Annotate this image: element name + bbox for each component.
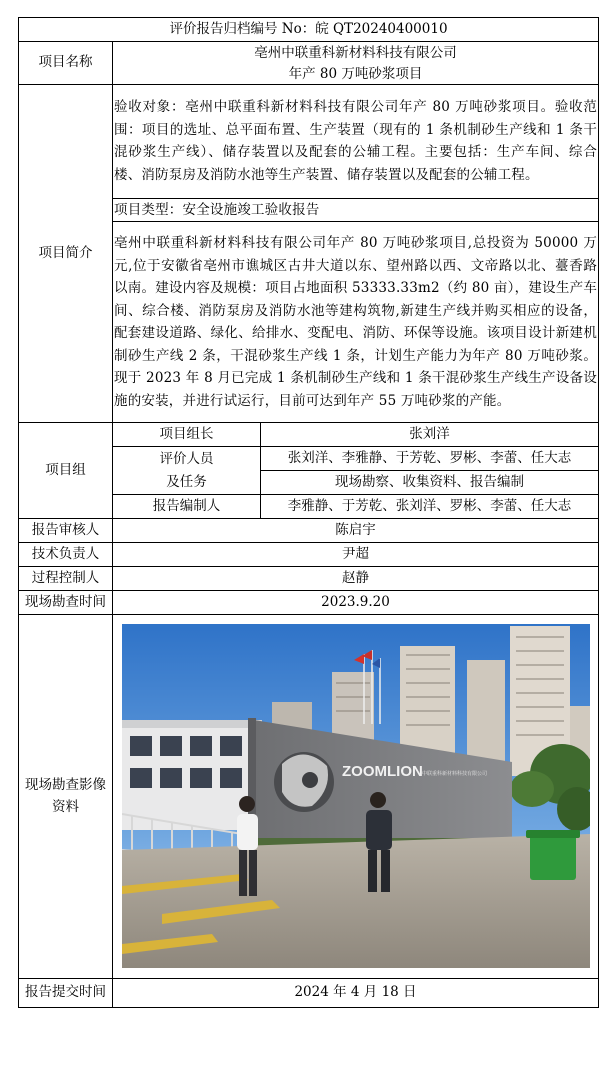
project-intro-label: 项目简介 xyxy=(19,84,113,423)
report-sheet xyxy=(18,17,598,1008)
team-label: 项目组 xyxy=(19,423,113,519)
process-label: 过程控制人 xyxy=(19,567,113,591)
project-type: 项目类型：安全设施竣工验收报告 xyxy=(113,198,599,222)
submit-time-value: 2024 年 4 月 18 日 xyxy=(113,978,599,1007)
compiler-value: 李雅静、于芳乾、张刘洋、罗彬、李蕾、任大志 xyxy=(261,495,599,519)
compiler-label: 报告编制人 xyxy=(113,495,261,519)
site-photo xyxy=(122,624,590,968)
auditor-label: 报告审核人 xyxy=(19,519,113,543)
survey-photo-label-line1: 现场勘查影像 xyxy=(25,776,106,793)
ground xyxy=(122,834,590,968)
survey-photo-label-line2: 资料 xyxy=(52,799,79,815)
office-building xyxy=(122,720,262,830)
tech-value: 尹超 xyxy=(113,543,599,567)
leader-label: 项目组长 xyxy=(113,423,261,447)
green-bin xyxy=(526,830,580,880)
project-description: 亳州中联重科新材料科技有限公司年产 80 万吨砂浆项目,总投资为 50000 万元,位于安徽省亳州市谯城区古井大道以东、望州路以西、文帝路以北、薹香路以南。建设内容及规模：项目占地面积 53333.33m2（约 80 亩），建设生产车间、综合楼、消防泵房及消防水池等建构筑物,新建生产线并购买相应的设备，配套建设道路、绿化、给排水、变配电、消防、环保等设施。该项目设计新建机制砂生产线 2 条，干混砂浆生产线 1 条，计划生产能力为年产 80 万吨砂浆。现于 2023 年 8 月已完成 1 条机制砂生产线和 1 条干混砂浆生产线生产设备设施的安装，并进行试运行，目前可达到年产 55 万吨砂浆的产能。 xyxy=(113,222,599,423)
leader-value: 张刘洋 xyxy=(261,423,599,447)
project-name-line2: 年产 80 万吨砂浆项目 xyxy=(288,65,423,82)
zoomlion-sign-text: ZOOMLION xyxy=(341,763,423,780)
project-name-line1: 亳州中联重科新材料科技有限公司 xyxy=(254,45,457,62)
tasks-value: 现场勘察、收集资料、报告编制 xyxy=(261,471,599,495)
process-value: 赵静 xyxy=(113,567,599,591)
survey-photo-label xyxy=(19,614,113,978)
archive-number: 评价报告归档编号 No：皖 QT20240400010 xyxy=(19,18,599,42)
acceptance-scope: 验收对象：亳州中联重科新材料科技有限公司年产 80 万吨砂浆项目。验收范围：项目的选址、总平面布置、生产装置（现有的 1 条机制砂生产线和 1 条干混砂浆生产线）、储存装置以及配套的公辅工程。主要包括：生产车间、综合楼、消防泵房及消防水池等生产装置、储存装置以及配套的公辅工程。 xyxy=(113,84,599,198)
evaluators-label-line2: 及任务 xyxy=(166,473,207,490)
evaluators-label xyxy=(113,447,261,495)
report-table xyxy=(18,17,599,1008)
project-name-value xyxy=(113,41,599,84)
lion-logo-icon xyxy=(274,752,334,812)
evaluators-value: 张刘洋、李雅静、于芳乾、罗彬、李蕾、任大志 xyxy=(261,447,599,471)
evaluators-label-line1: 评价人员 xyxy=(159,451,214,467)
survey-time-label: 现场勘查时间 xyxy=(19,591,113,615)
submit-time-label: 报告提交时间 xyxy=(19,978,113,1007)
auditor-value: 陈启宇 xyxy=(113,519,599,543)
survey-photo-cell xyxy=(113,614,599,978)
project-name-label: 项目名称 xyxy=(19,41,113,84)
survey-time-value: 2023.9.20 xyxy=(113,591,599,615)
zoomlion-sign-subtext: 中联重科新材料科技有限公司 xyxy=(421,771,487,777)
tech-label: 技术负责人 xyxy=(19,543,113,567)
